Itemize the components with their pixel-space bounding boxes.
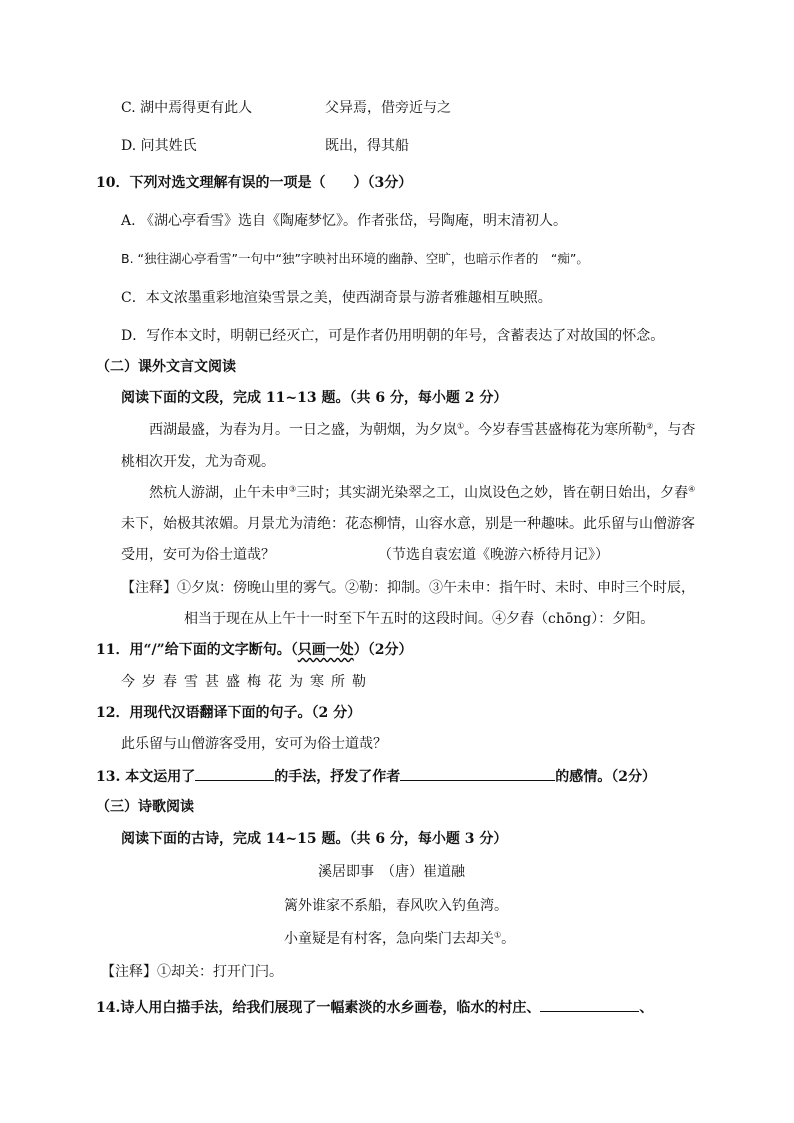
q10-option-c: C．本文浓墨重彩地渲染雪景之美，使西湖奇景与游者雅趣相互映照。: [121, 290, 552, 306]
poem-text: 。: [501, 931, 516, 947]
q11-stem: [96, 640, 412, 660]
passage-p2-line3: 受用，安可为俗士道哉？: [121, 547, 275, 563]
q14-text: 14.诗人用白描手法，给我们展现了一幅素淡的水乡画卷，临水的村庄、: [96, 1000, 541, 1016]
passage-text: 西湖最盛，为春为月。一日之盛，为朝烟，为夕岚: [149, 422, 457, 438]
q9-option-c-left: C. 湖中焉得更有此人: [121, 100, 253, 116]
q13-blank-1[interactable]: [195, 765, 274, 781]
poem-note: 【注释】①却关：打开门闩。: [101, 964, 283, 980]
q9-option-c-right: 父异焉，借旁近与之: [325, 100, 451, 116]
q11-stem-text: ）（2分）: [353, 642, 413, 658]
footnote-marker: ②: [646, 421, 654, 431]
passage-p2-line1: [149, 483, 695, 503]
q13-text: 13. 本文运用了: [96, 769, 196, 785]
q9-option-d-right: 既出，得其船: [325, 138, 409, 154]
q10-option-b: B. “独往湖心亭看雪”一句中“独”字映衬出环境的幽静、空旷，也暗示作者的 “痴”。: [121, 251, 589, 266]
section3-instruction: 阅读下面的古诗，完成 14~15 题。（共 6 分，每小题 3 分）: [121, 831, 508, 847]
q10-option-a: A. 《湖心亭看雪》选自《陶庵梦忆》。作者张岱，号陶庵，明末清初人。: [121, 213, 568, 229]
q10-stem: 10．下列对选文理解有误的一项是（ ）（3分）: [96, 175, 413, 191]
q13-blank-2[interactable]: [400, 765, 555, 781]
q11-text: 今岁春雪甚盛梅花为寒所勒: [121, 674, 373, 690]
footnote-marker: ③: [289, 484, 297, 494]
q11-stem-text: 11．用“/”给下面的文字断句。（: [96, 642, 298, 658]
q12-sentence: 此乐留与山僧游客受用，安可为俗士道哉？: [121, 736, 387, 752]
poem-line-2: [284, 929, 515, 949]
section3-heading: （三）诗歌阅读: [96, 799, 194, 815]
passage-p2-line2: 未下，始极其浓媚。月景尤为清绝：花态柳情，山容水意，别是一种趣味。此乐留与山僧游客: [121, 516, 695, 532]
q14-stem: [96, 996, 653, 1018]
passage-source: （节选自袁宏道《晚游六桥待月记》）: [378, 547, 609, 563]
footnote-marker: ①: [457, 421, 465, 431]
q11-emphasis: 只画一处: [297, 642, 354, 658]
passage-text: 三时；其实湖光染翠之工，山岚设色之妙，皆在朝日始出，夕舂: [296, 485, 689, 501]
q13-text: 的手法，抒发了作者: [274, 769, 401, 785]
footnote-marker: ④: [688, 484, 696, 494]
passage-text: ，与杏: [653, 422, 696, 438]
q12-stem: 12．用现代汉语翻译下面的句子。（2 分）: [96, 705, 362, 721]
passage-p1-line1: [149, 420, 695, 440]
poem-text: 小童疑是有村客，急向柴门去却关: [284, 931, 494, 947]
footnote-marker: ①: [494, 930, 502, 940]
poem-title: 溪居即事 （唐）崔道融: [318, 864, 465, 880]
passage-note-line1: 【注释】①夕岚：傍晚山里的雾气。②勒：抑制。③午未申：指午时、未时、申时三个时辰，: [121, 580, 695, 596]
passage-text: 。今岁春雪甚盛梅花为寒所勒: [464, 422, 647, 438]
section2-instruction: 阅读下面的文段，完成 11~13 题。（共 6 分，每小题 2 分）: [121, 390, 508, 406]
q13-stem: [96, 765, 656, 787]
section2-heading: （二）课外文言文阅读: [96, 359, 236, 375]
q13-text: 的感情。（2分）: [555, 769, 656, 785]
q10-option-d: D．写作本文时，明朝已经灭亡，可是作者仍用明朝的年号，含蓄表达了对故国的怀念。: [121, 328, 665, 344]
passage-p1-line2: 桃相次开发，尤为奇观。: [121, 454, 275, 470]
q9-option-d-left: D. 问其姓氏: [121, 138, 197, 154]
q14-text: 、: [639, 1000, 654, 1016]
poem-line-1: 篱外谁家不系船，春风吹入钓鱼湾。: [284, 898, 508, 914]
passage-note-line2: 相当于现在从上午十一时至下午五时的这段时间。④夕舂（chōng）：夕阳。: [184, 611, 655, 627]
passage-text: 然杭人游湖，止午未申: [149, 485, 289, 501]
q14-blank[interactable]: [540, 996, 639, 1012]
